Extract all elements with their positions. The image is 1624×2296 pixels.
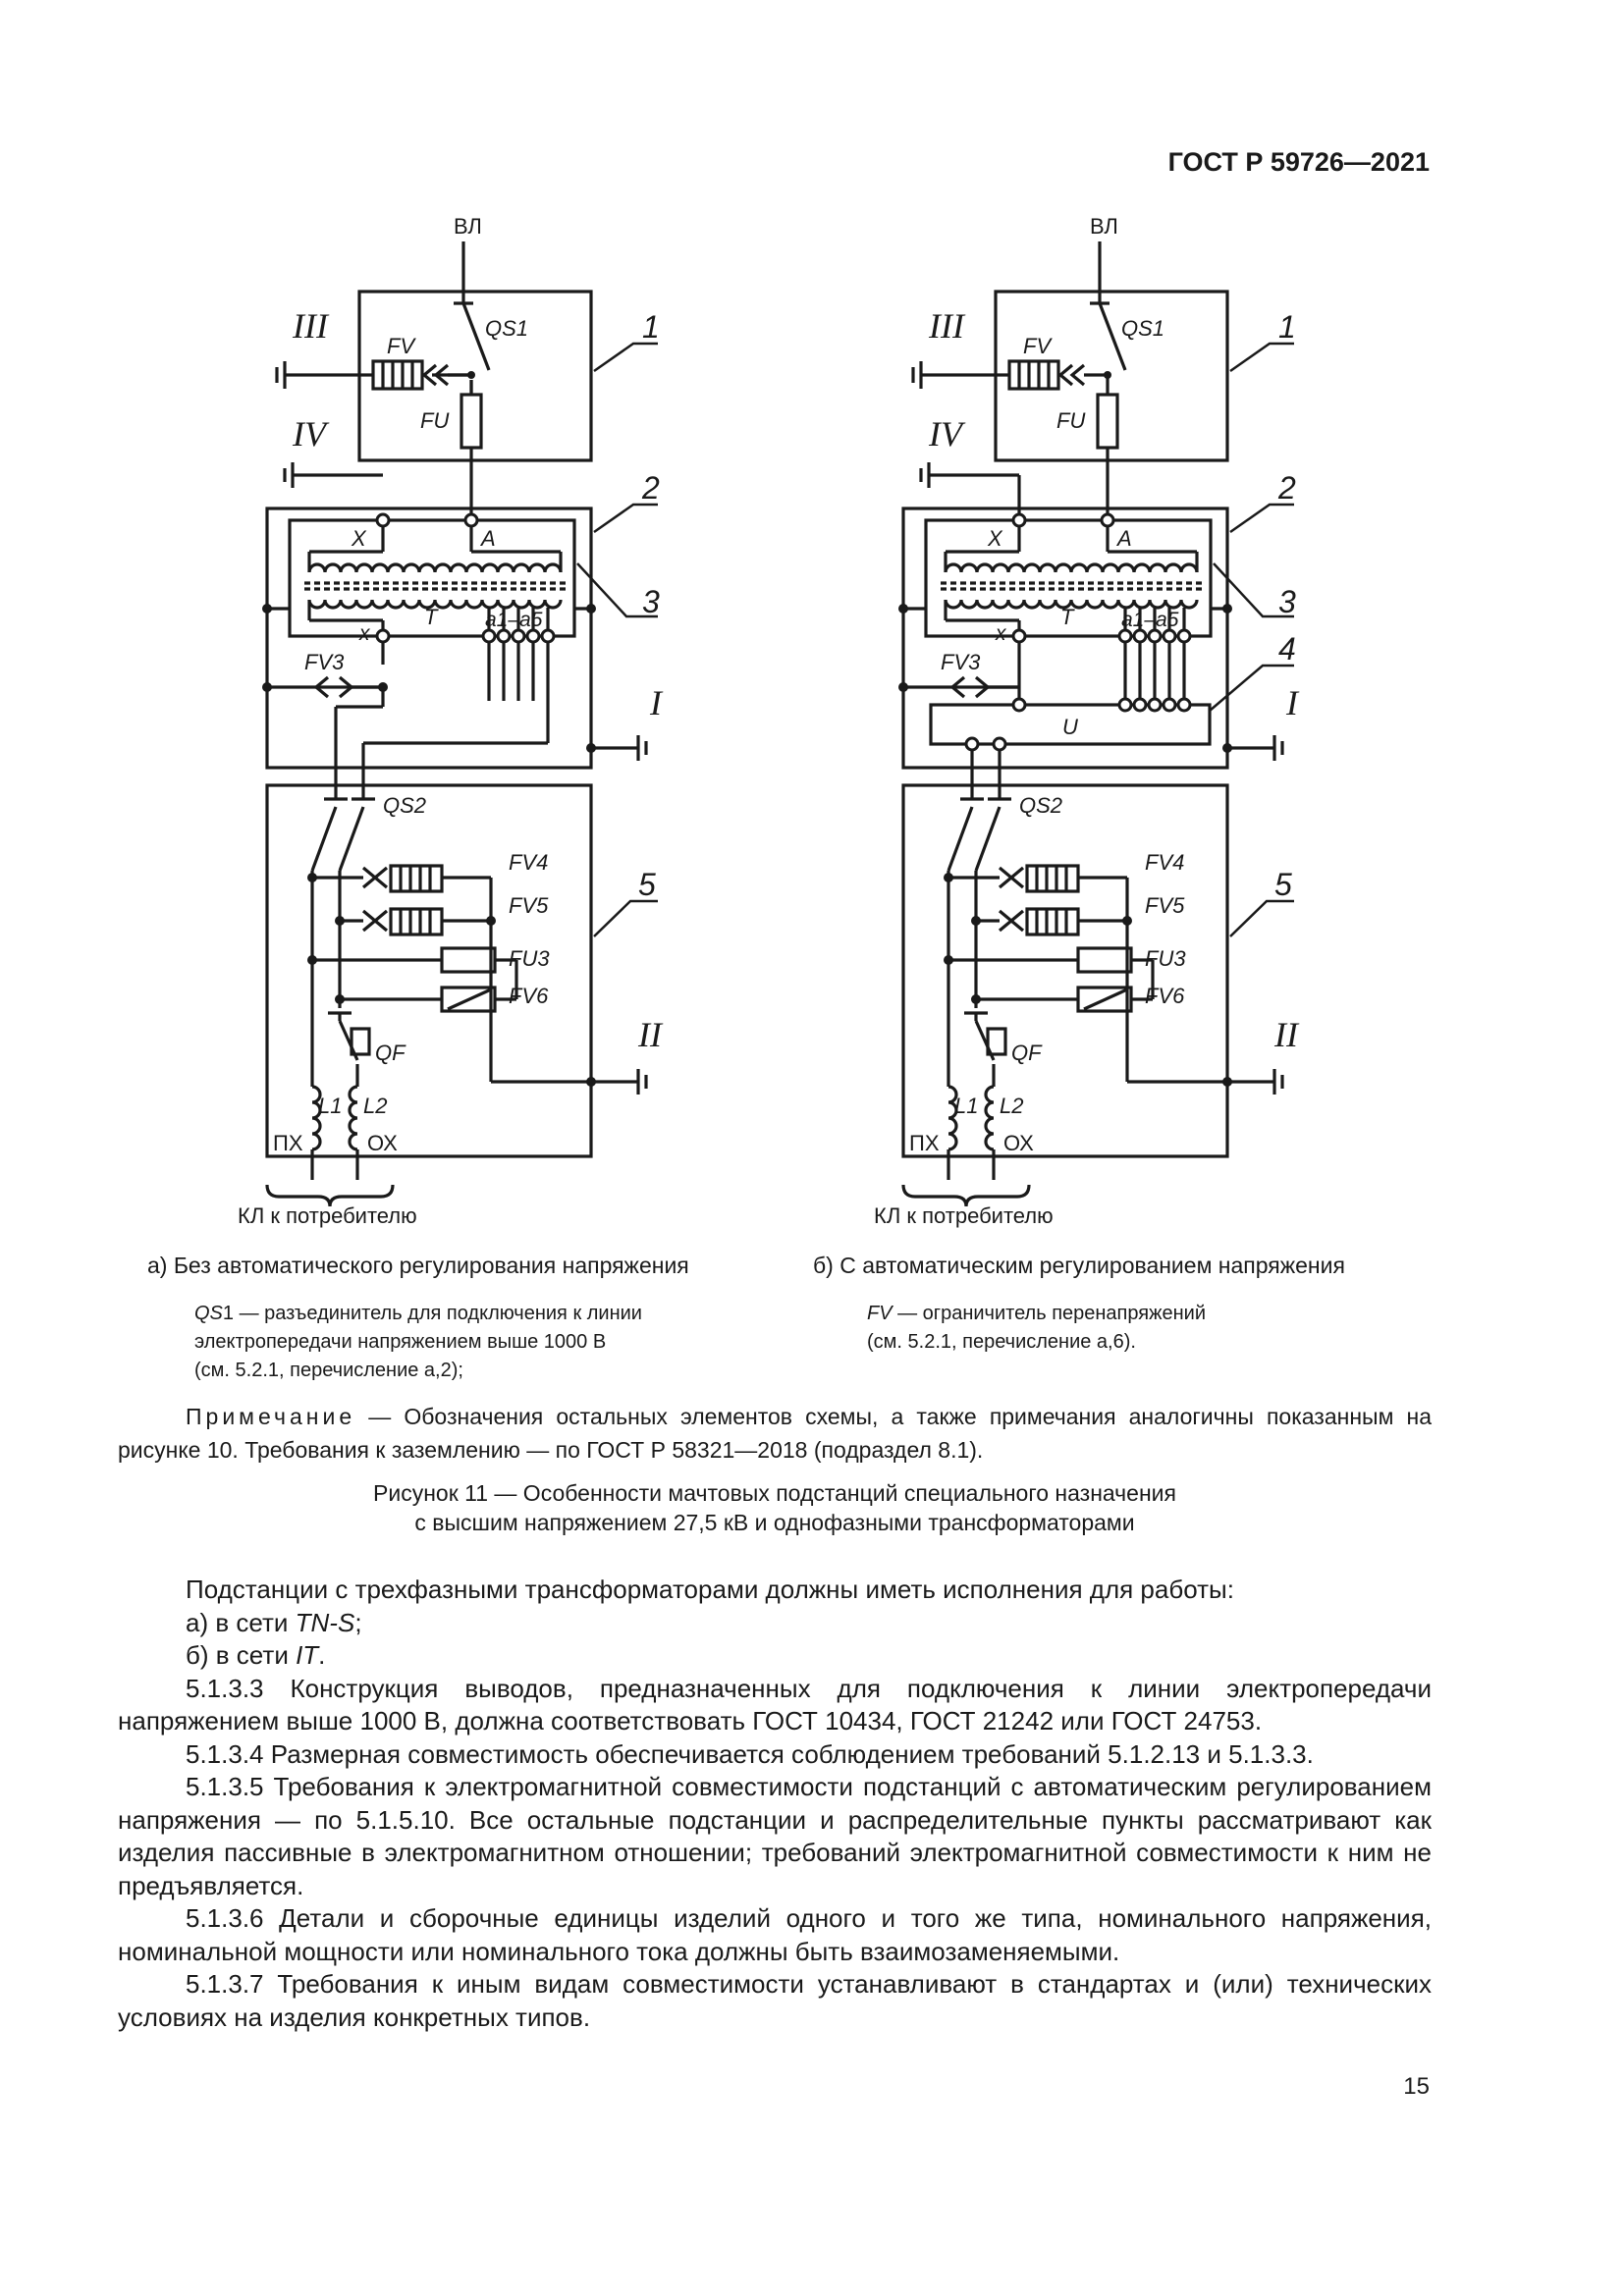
label-X: X bbox=[352, 526, 366, 551]
label-a1a5-b: a1–a5 bbox=[1121, 609, 1179, 631]
callout-4: 4 bbox=[1278, 631, 1296, 667]
roman-III-b: III bbox=[929, 306, 964, 346]
roman-II: II bbox=[638, 1015, 662, 1054]
label-qf: QF bbox=[375, 1041, 406, 1065]
label-fv4-b: FV4 bbox=[1145, 850, 1185, 875]
roman-IV-b: IV bbox=[929, 414, 962, 454]
roman-I: I bbox=[650, 683, 662, 722]
diagram-b bbox=[842, 218, 1510, 1239]
legend-a bbox=[194, 1300, 642, 1385]
label-U: U bbox=[1062, 715, 1078, 739]
label-fu3: FU3 bbox=[509, 946, 550, 971]
label-fv5-b: FV5 bbox=[1145, 893, 1185, 918]
label-A-b: A bbox=[1117, 526, 1132, 551]
label-qs1-b: QS1 bbox=[1121, 316, 1165, 341]
label-T: T bbox=[424, 605, 438, 629]
label-px: ПХ bbox=[273, 1131, 303, 1155]
paragraph-1: Подстанции с трехфазными трансформаторами должны иметь исполнения для работы: bbox=[186, 1575, 1234, 1604]
label-fv5: FV5 bbox=[509, 893, 549, 918]
label-px-b: ПХ bbox=[909, 1131, 940, 1155]
label-l1-b: L1 bbox=[954, 1094, 979, 1118]
label-A: A bbox=[481, 526, 496, 551]
paragraph-6: 5.1.3.5 Требования к электромагнитной совместимости подстанций с автоматическим регулированием напряжения — по 5.1.5.10. Все остальные подстанции и распределительные пункты рассматривают как изделия пассивные в электромагнитном отношении; требований электромагнитной совместимости к ним не предъявляется. bbox=[118, 1772, 1432, 1900]
note-label: Примечание bbox=[186, 1404, 356, 1429]
paragraph-8: 5.1.3.7 Требования к иным видам совместимости устанавливают в стандартах и (или) технических условиях на изделия конкретных типов. bbox=[118, 1969, 1432, 2032]
label-ox: ОХ bbox=[367, 1131, 398, 1155]
label-fv3: FV3 bbox=[304, 650, 345, 674]
legend-a-line1: 1 — разъединитель для подключения к линии bbox=[222, 1303, 642, 1324]
label-qs2-b: QS2 bbox=[1019, 793, 1063, 818]
paragraph-7: 5.1.3.6 Детали и сборочные единицы изделий одного и того же типа, номинального напряжения, номинальной мощности или номинального тока должны быть взаимозаменяемыми. bbox=[118, 1903, 1432, 1966]
label-fv4: FV4 bbox=[509, 850, 549, 875]
legend-b-line2: (см. 5.2.1, перечисление а,6). bbox=[867, 1331, 1136, 1353]
p2-post: ; bbox=[354, 1607, 362, 1637]
legend-a-line3: (см. 5.2.1, перечисление а,2); bbox=[194, 1360, 463, 1381]
document-header: ГОСТ Р 59726—2021 bbox=[1167, 147, 1430, 177]
callout-3: 3 bbox=[642, 584, 660, 619]
note-text: — Обозначения остальных элементов схемы, а также примечания аналогичны показанным на рисунке 10. Требования к заземлению — по ГОСТ Р 58321—2018 (подраздел 8.1). bbox=[118, 1404, 1432, 1463]
label-kl-b: КЛ к потребителю bbox=[874, 1203, 1054, 1228]
paragraph-5: 5.1.3.4 Размерная совместимость обеспечивается соблюдением требований 5.1.2.13 и 5.1.3.3. bbox=[186, 1738, 1314, 1769]
diagram-a bbox=[206, 218, 874, 1239]
label-fv: FV bbox=[387, 334, 415, 358]
label-fv6: FV6 bbox=[509, 984, 549, 1008]
roman-II-b: II bbox=[1274, 1015, 1298, 1054]
roman-I-b: I bbox=[1286, 683, 1298, 722]
figure-caption-line2: с высшим напряжением 27,5 кВ и однофазными трансформаторами bbox=[414, 1510, 1135, 1535]
callout-3-b: 3 bbox=[1278, 584, 1296, 619]
page-number: 15 bbox=[1403, 2073, 1430, 2100]
roman-IV: IV bbox=[293, 414, 326, 454]
callout-2-b: 2 bbox=[1278, 470, 1296, 506]
callout-1: 1 bbox=[642, 309, 660, 345]
legend-a-sym: QS bbox=[194, 1303, 223, 1324]
label-vl: ВЛ bbox=[454, 218, 482, 239]
caption-a: а) Без автоматического регулирования напряжения bbox=[147, 1253, 689, 1278]
figure-note bbox=[118, 1400, 1432, 1467]
label-fv-b: FV bbox=[1023, 334, 1052, 358]
callout-1-b: 1 bbox=[1278, 309, 1296, 345]
p3-italic: IT bbox=[296, 1640, 319, 1670]
p3-pre: б) в сети bbox=[186, 1640, 297, 1670]
callout-5-b: 5 bbox=[1274, 867, 1292, 902]
label-fu3-b: FU3 bbox=[1145, 946, 1186, 971]
label-fu: FU bbox=[420, 408, 450, 433]
label-T-b: T bbox=[1060, 605, 1074, 629]
label-ox-b: ОХ bbox=[1003, 1131, 1034, 1155]
callout-2: 2 bbox=[642, 470, 660, 506]
paragraph-2 bbox=[118, 1607, 1432, 1640]
roman-III: III bbox=[293, 306, 328, 346]
paragraph-3 bbox=[118, 1639, 1432, 1673]
paragraph-4: 5.1.3.3 Конструкция выводов, предназначенных для подключения к линии электропередачи напряжением выше 1000 В, должна соответствовать ГОСТ 10434, ГОСТ 21242 или ГОСТ 24753. bbox=[118, 1673, 1432, 1735]
callout-5: 5 bbox=[638, 867, 656, 902]
label-x-b: x bbox=[996, 622, 1006, 645]
label-fu-b: FU bbox=[1056, 408, 1086, 433]
legend-b bbox=[867, 1300, 1206, 1357]
caption-b: б) С автоматическим регулированием напряжения bbox=[813, 1253, 1345, 1278]
label-l2: L2 bbox=[363, 1094, 388, 1118]
legend-b-sym: FV bbox=[867, 1303, 893, 1324]
body-text bbox=[118, 1574, 1432, 2034]
p2-pre: а) в сети bbox=[186, 1607, 296, 1637]
label-l1: L1 bbox=[318, 1094, 343, 1118]
legend-a-line2: электропередачи напряжением выше 1000 В bbox=[194, 1331, 607, 1353]
label-qs1: QS1 bbox=[485, 316, 529, 341]
label-qs2: QS2 bbox=[383, 793, 427, 818]
label-kl: КЛ к потребителю bbox=[238, 1203, 417, 1228]
label-l2-b: L2 bbox=[1000, 1094, 1024, 1118]
figure-caption-line1: Рисунок 11 — Особенности мачтовых подстанций специального назначения bbox=[373, 1480, 1176, 1506]
label-x: x bbox=[359, 622, 370, 645]
label-fv6-b: FV6 bbox=[1145, 984, 1185, 1008]
p2-italic: TN-S bbox=[295, 1607, 355, 1637]
label-X-b: X bbox=[988, 526, 1002, 551]
label-vl-b: ВЛ bbox=[1090, 218, 1118, 239]
legend-b-line1: — ограничитель перенапряжений bbox=[892, 1303, 1207, 1324]
label-fv3-b: FV3 bbox=[941, 650, 981, 674]
label-a1a5: a1–a5 bbox=[485, 609, 543, 631]
p3-post: . bbox=[318, 1640, 326, 1670]
label-qf-b: QF bbox=[1011, 1041, 1042, 1065]
